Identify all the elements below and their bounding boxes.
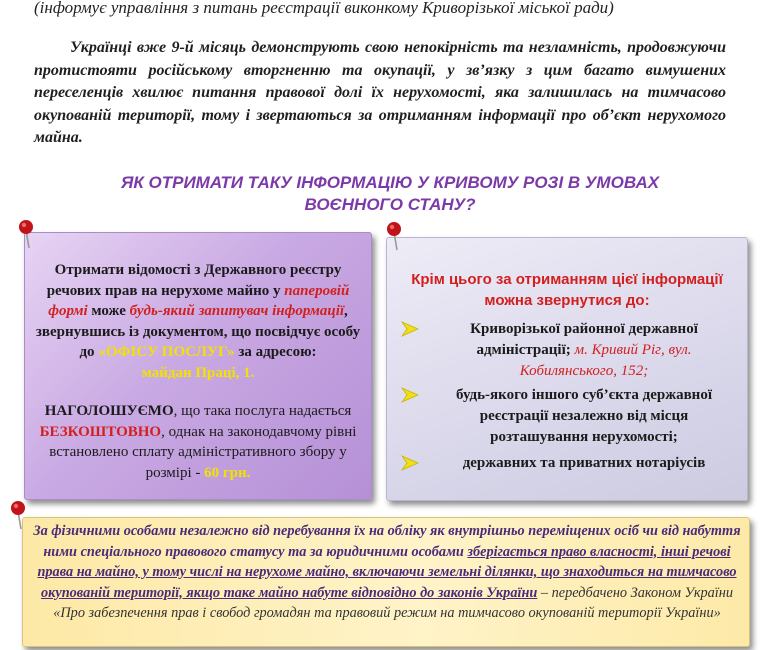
property-rights-text: зберігається право власності, інші речові права на майно, у тому числі на нерухоме майно, включаючи земельні ділянки, що знаходиться на тимчасово окупованій території, якщо таке майно набуте відповідно до законів України	[37, 543, 737, 601]
paper-form-info-box	[24, 232, 372, 500]
paper-form-paragraph	[35, 260, 361, 383]
text-fragment: , що така послуга надається	[173, 403, 352, 419]
heading-line-2: ВОЄННОГО СТАНУ?	[304, 195, 476, 214]
intro-text: Українці вже 9-й місяць демонструють свою непокірність та незламність, продовжуючи протистояти російському вторгненню та окупації, у зв’язку з цим багато вимушених переселенців хвилює питання правової долі їх нерухомості, яка залишилась на тимчасово окупованій території, тому і звертаються за отриманням інформації про об’єкт нерухомого майна.	[34, 39, 726, 146]
arrowhead-bullet-icon	[401, 455, 419, 471]
text-fragment: Отримати відомості з Державного реєстру речових прав на нерухоме майно у	[46, 262, 342, 299]
service-office-highlight: «ОФІСУ ПОСЛУГ»	[98, 344, 235, 360]
office-address: майдан Праці, 1.	[141, 364, 255, 381]
legal-basis-text	[33, 521, 741, 624]
arrowhead-bullet-icon	[401, 387, 419, 403]
text-fragment: , звернувшись із документом, що посвідчує особу до	[35, 303, 361, 360]
push-pin-icon	[16, 219, 38, 249]
notaries-label: державних та приватних нотаріусів	[462, 455, 706, 471]
list-item	[401, 319, 739, 382]
other-registrar-label: будь-якого іншого суб’єкта державної реєстрації незалежно від місця розташування нерухомості;	[456, 387, 712, 445]
text-fragment: може	[87, 303, 130, 319]
list-item	[401, 453, 739, 474]
source-line: (інформує управління з питань реєстрації виконкому Криворізької міської ради)	[34, 0, 614, 17]
free-service-paragraph	[35, 401, 361, 483]
legal-subjects-text: За фізичними особами незалежно від перебування їх на обліку як внутрішньо переміщених осіб чи від набуття ними спеціального правового статусу та за юридичними особами	[33, 523, 741, 560]
law-reference-text: – передбачено Законом України «Про забезпечення прав і свобод громадян та правовий режим на тимчасово окупованій території України»	[53, 584, 734, 621]
list-item	[401, 385, 739, 448]
push-pin-icon	[8, 500, 30, 530]
arrowhead-bullet-icon	[401, 321, 419, 337]
other-sources-box	[386, 237, 748, 501]
paper-form-info-text	[35, 260, 361, 483]
paper-form-highlight: паперовій формі	[48, 282, 350, 319]
district-administration-address: м. Кривий Ріг, вул. Кобилянського, 152;	[519, 342, 692, 379]
text-fragment: за адресою:	[234, 344, 317, 360]
notice-label: НАГОЛОШУЄМО	[44, 403, 174, 419]
intro-paragraph	[34, 37, 726, 150]
push-pin-icon	[384, 221, 406, 251]
section-heading	[60, 172, 720, 216]
text-fragment: , однак на законодавчому рівні встановлено сплату адміністративного збору у розмірі -	[49, 423, 357, 481]
free-highlight: БЕЗКОШТОВНО	[39, 423, 162, 440]
legal-basis-box	[22, 517, 750, 647]
other-sources-title: Крім цього за отриманням цієї інформації можна звернутися до:	[411, 271, 723, 309]
heading-line-1: ЯК ОТРИМАТИ ТАКУ ІНФОРМАЦІЮ У КРИВОМУ РОЗІ В УМОВАХ	[120, 173, 660, 192]
fee-amount: 60 грн.	[204, 464, 251, 481]
district-administration-label: Криворізької районної державної адміністрації;	[470, 321, 698, 358]
any-requester-highlight: будь-який запитувач інформації	[129, 303, 345, 319]
